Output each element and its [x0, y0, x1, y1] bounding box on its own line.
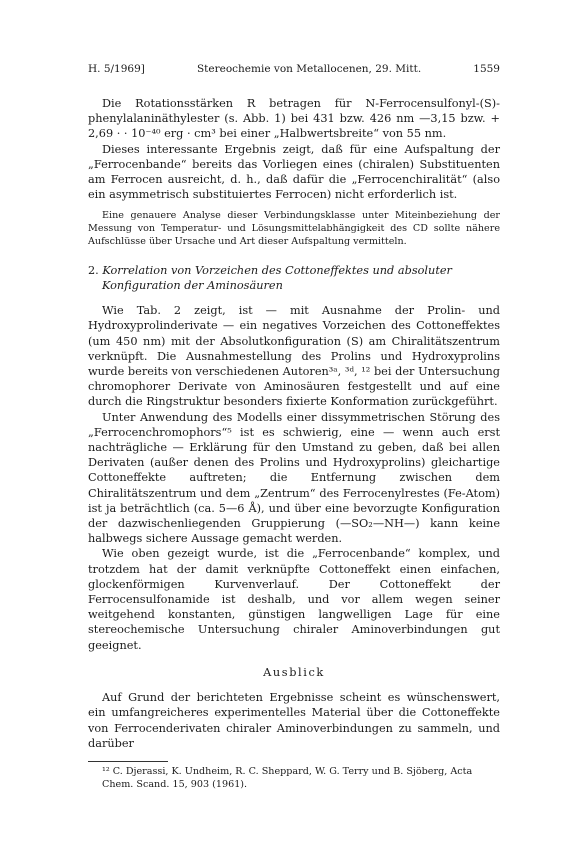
paragraph-result: Dieses interessante Ergebnis zeigt, daß für eine Aufspaltung der „Ferrocenbande“ bereits das Vorliegen eines (chiralen) Substituenten am Ferrocen ausreicht, d. h., daß dafür die „Ferrocenchiralität“ (also ein asymmetrisch substituiertes Ferrocen) nicht erforderlich ist. [88, 142, 500, 202]
paragraph-outlook: Auf Grund der berichteten Ergebnisse scheint es wünschenswert, ein umfangreicheres experimentelles Material über die Cottoneffekte von Ferrocenderivaten chiraler Aminoverbindungen zu sammeln, und darüber [88, 691, 500, 750]
page-content [88, 62, 500, 791]
section-title: Korrelation von Vorzeichen des Cottoneffektes und absoluter Konfiguration der Aminosäuren [102, 263, 452, 293]
section-heading [88, 263, 500, 293]
header-title: Stereochemie von Metallocenen, 29. Mitt. [196, 63, 422, 75]
paragraph-small-note: Eine genauere Analyse dieser Verbindungsklasse unter Miteinbeziehung der Messung von Temperatur- und Lösungsmittelabhängigkeit des CD sollte nähere Aufschlüsse über Ursache und Art dieser Aufspaltung vermitteln. [88, 210, 500, 248]
paragraph-model: Unter Anwendung des Modells einer dissymmetrischen Störung des „Ferrocenchromophors“⁵ ist es schwierig, eine — wenn auch erst nachträgliche — Erklärung für den Umstand zu geben, daß bei allen Derivaten (außer denen des Prolins und Hydroxyprolins) gleichartige Cottoneffekte auftreten; die Entfernung zwischen dem Chiralitätszentrum und dem „Zentrum“ des Ferrocenylrestes (Fe-Atom) ist ja beträchtlich (ca. 5—6 Å), und über eine bevorzugte Konfiguration der dazwischenliegenden Gruppierung (—SO₂—NH—) kann keine halbwegs sichere Aussage gemacht werden. [88, 410, 500, 546]
paragraph-ferrocene-band: Wie oben gezeigt wurde, ist die „Ferrocenbande“ komplex, und trotzdem hat der damit verknüpfte Cottoneffekt einen einfachen, glockenförmigen Kurvenverlauf. Der Cottoneffekt der Ferrocensulfonamide ist deshalb, und vor allem wegen seiner weitgehend konstanten, günstigen langwelligen Lage für eine stereochemische Untersuchung chiraler Aminoverbindungen gut geeignet. [88, 547, 500, 652]
footnote-rule [88, 761, 168, 762]
paragraph-table-2: Wie Tab. 2 zeigt, ist — mit Ausnahme der Prolin- und Hydroxyprolinderivate — ein negatives Vorzeichen des Cottoneffektes (um 450 nm) mit der Absolutkonfiguration (S) am Chiralitätszentrum verknüpft. Die Ausnahmestellung des Prolins und Hydroxyprolins wurde bereits von verschiedenen Autoren³ᵃ, ³ᵈ, ¹² bei der Untersuchung chromophorer Derivate von Aminosäuren festgestellt und auf eine durch die Ringstruktur besonders fixierte Konformation zurückgeführt. [88, 304, 500, 409]
page-number: 1559 [473, 63, 500, 75]
section-number: 2. [88, 263, 99, 277]
footnote-12: ¹² C. Djerassi, K. Undheim, R. C. Sheppard, W. G. Terry und B. Sjöberg, Acta Chem. Scand. 15, 903 (1961). [102, 765, 473, 790]
running-header [88, 62, 500, 76]
subheading-ausblick: Ausblick [263, 665, 325, 679]
paragraph-rotation-strengths: Die Rotationsstärken R betragen für N-Ferrocensulfonyl-(S)-phenylalaninäthylester (s. Abb. 1) bei 431 bzw. 426 nm —3,15 bzw. + 2,69 · · 10⁻⁴⁰ erg · cm³ bei einer „Halbwertsbreite“ von 55 nm. [88, 97, 500, 141]
header-left: H. 5/1969] [88, 63, 145, 75]
